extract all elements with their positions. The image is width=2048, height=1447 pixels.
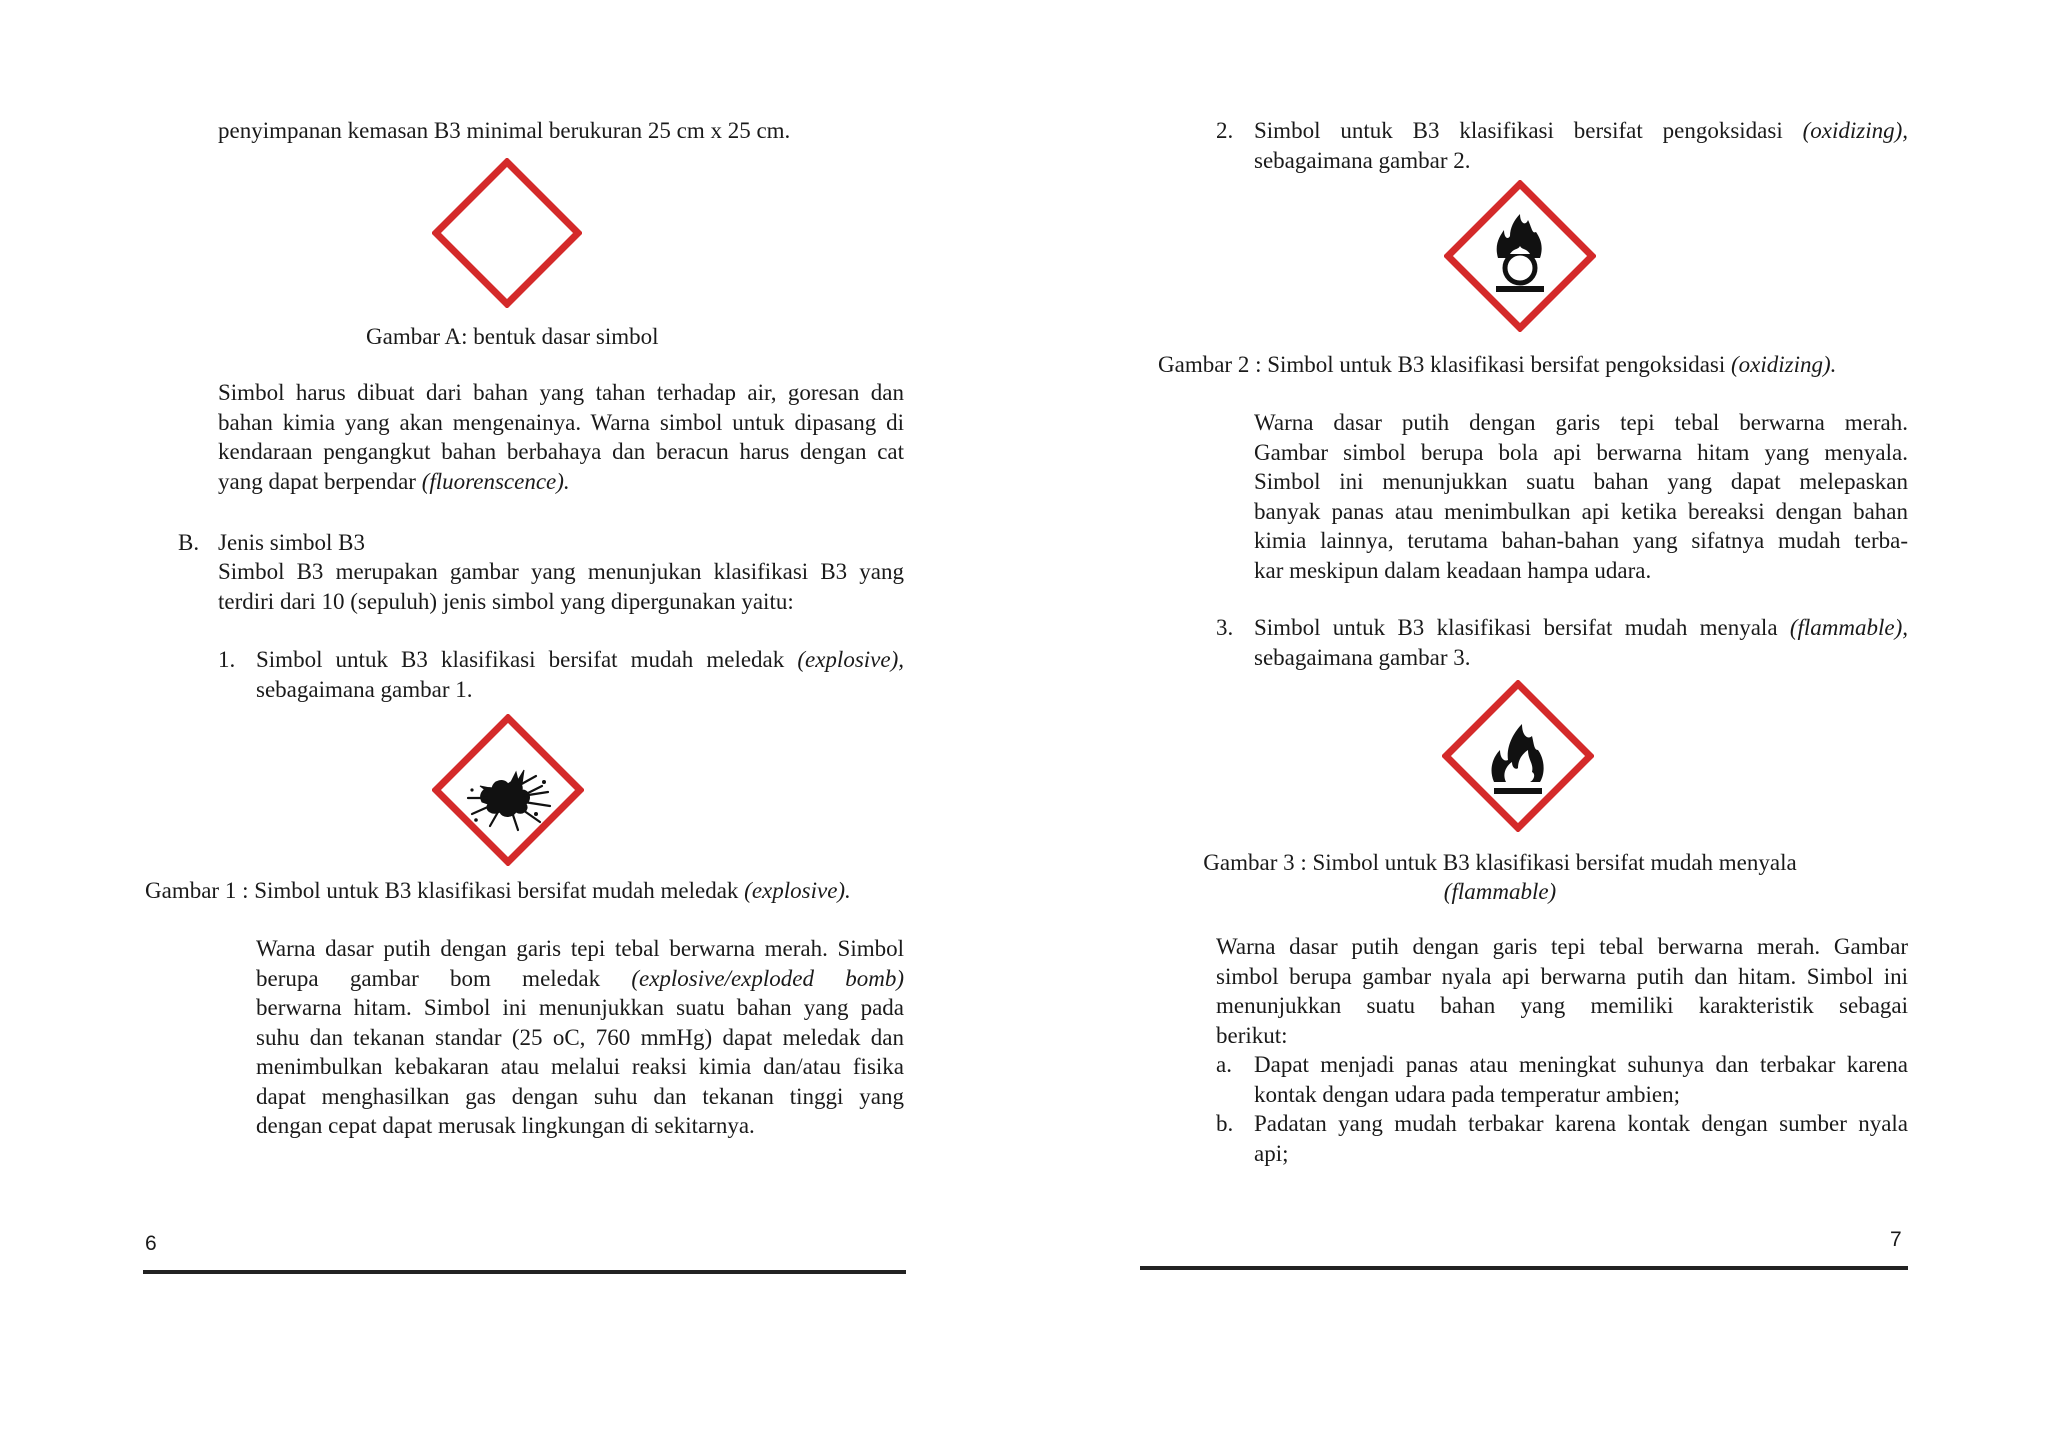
paragraph-line: bahan kimia yang akan mengenainya. Warna simbol untuk dipasang di [218, 409, 904, 435]
figure-3-caption-line2 [1180, 877, 1820, 907]
paragraph-symbol-material [218, 378, 904, 496]
item1-prefix: Simbol untuk B3 klasifikasi bersifat mudah meledak [256, 647, 798, 672]
description-explosive [256, 934, 904, 1141]
desc1-line2-italic: (explosive/exploded bomb) [631, 965, 904, 991]
item1-text [256, 645, 904, 704]
item3-number: 3. [1216, 615, 1234, 640]
item2-line [1254, 116, 1908, 146]
item1-italic: (explosive), [797, 647, 904, 672]
paragraph-line: Gambar simbol berupa bola api berwarna hitam yang menyala. [1254, 439, 1908, 465]
sub-b-text [1254, 1109, 1908, 1168]
paragraph-line: dapat menghasilkan gas dengan suhu dan tekanan tinggi yang [256, 1083, 904, 1109]
sub-b-marker: b. [1216, 1111, 1234, 1136]
paragraph-line: kar meskipun dalam keadaan hampa udara. [1254, 557, 1652, 583]
page-number-left: 6 [145, 1232, 157, 1255]
section-b-marker: B. [178, 530, 200, 555]
paragraph-line: Warna dasar putih dengan garis tepi tebal berwarna merah. Simbol [256, 936, 904, 961]
description-oxidizing [1254, 408, 1908, 585]
figure-3-caption-line1: Gambar 3 : Simbol untuk B3 klasifikasi bersifat mudah menyala [1203, 850, 1797, 875]
item1-number: 1. [218, 647, 236, 672]
paragraph-line: Warna dasar putih dengan garis tepi tebal berwarna merah. Gambar [1216, 934, 1908, 959]
paragraph-line: simbol berupa gambar nyala api berwarna putih dan hitam. Simbol ini [1216, 963, 1908, 989]
paragraph-line: kontak dengan udara pada temperatur ambien; [1254, 1081, 1680, 1107]
sub-a-text [1254, 1050, 1908, 1109]
flame-over-circle-icon [1444, 180, 1596, 332]
figure-a-symbol [432, 158, 582, 308]
item2-text [1254, 116, 1908, 175]
para1-last-italic: (fluorenscence). [421, 468, 570, 494]
figure-2-caption [1158, 350, 1836, 380]
figure-2-caption-italic: (oxidizing). [1731, 352, 1837, 377]
exploding-bomb-icon [432, 714, 584, 866]
figure-3-symbol [1442, 680, 1594, 832]
paragraph-line: menunjukkan suatu bahan yang memiliki karakteristik sebagai [1216, 993, 1908, 1018]
item3-italic: (flammable), [1789, 615, 1908, 640]
page-number-right: 7 [1890, 1228, 1902, 1251]
item1-line [256, 645, 904, 675]
figure-1-caption-text: Gambar 1 : Simbol untuk B3 klasifikasi bersifat mudah meledak [145, 878, 745, 903]
footer-rule-left [143, 1270, 906, 1274]
paragraph-line: Padatan yang mudah terbakar karena kontak dengan sumber nyala [1254, 1111, 1908, 1136]
item3-line: sebagaimana gambar 3. [1254, 644, 1471, 670]
paragraph-line: api; [1254, 1140, 1289, 1166]
paragraph-line: dengan cepat dapat merusak lingkungan di sekitarnya. [256, 1113, 755, 1138]
figure-2-symbol [1444, 180, 1596, 332]
paragraph-line: suhu dan tekanan standar (25 oC, 760 mmHg) dapat meledak dan [256, 1024, 904, 1050]
intro-line: penyimpanan kemasan B3 minimal berukuran 25 cm x 25 cm. [218, 118, 791, 143]
desc1-line2-text: berupa gambar bom meledak [256, 965, 632, 991]
paragraph-line: Warna dasar putih dengan garis tepi tebal berwarna merah. [1254, 410, 1908, 435]
paragraph-line [256, 964, 904, 994]
paragraph-line: kendaraan pengangkut bahan berbahaya dan beracun harus dengan cat [218, 439, 904, 464]
footer-rule-right [1140, 1266, 1908, 1270]
paragraph-line [218, 467, 904, 497]
item3-text [1254, 613, 1908, 672]
paragraph-line: berwarna hitam. Simbol ini menunjukkan suatu bahan yang pada [256, 995, 904, 1020]
figure-2-caption-text: Gambar 2 : Simbol untuk B3 klasifikasi bersifat pengoksidasi [1158, 352, 1732, 377]
figure-1-symbol [432, 714, 584, 866]
flame-icon [1442, 680, 1594, 832]
item3-prefix: Simbol untuk B3 klasifikasi bersifat mudah menyala [1254, 615, 1790, 640]
section-b-text [218, 557, 904, 616]
figure-3-caption-italic: (flammable) [1443, 879, 1557, 904]
paragraph-line: banyak panas atau menimbulkan api ketika bereaksi dengan bahan [1254, 498, 1908, 524]
paragraph-line: menimbulkan kebakaran atau melalui reaksi kimia dan/atau fisika [256, 1054, 904, 1079]
item1-line: sebagaimana gambar 1. [256, 676, 473, 702]
figure-1-caption [145, 876, 851, 906]
paragraph-line: Simbol ini menunjukkan suatu bahan yang dapat melepaskan [1254, 469, 1908, 494]
figure-1-caption-italic: (explosive). [744, 878, 851, 903]
section-b-title: Jenis simbol B3 [218, 530, 365, 555]
item2-italic: (oxidizing), [1802, 118, 1908, 143]
item2-line: sebagaimana gambar 2. [1254, 147, 1471, 173]
paragraph-line: berikut: [1216, 1022, 1288, 1048]
description-flammable [1216, 932, 1908, 1050]
red-diamond-icon [432, 158, 582, 308]
para1-last-text: yang dapat berpendar [218, 468, 422, 494]
item2-prefix: Simbol untuk B3 klasifikasi bersifat pengoksidasi [1254, 118, 1803, 143]
item2-number: 2. [1216, 118, 1234, 143]
figure-a-caption: Gambar A: bentuk dasar simbol [366, 324, 659, 349]
paragraph-line: terdiri dari 10 (sepuluh) jenis simbol yang dipergunakan yaitu: [218, 588, 794, 614]
paragraph-line: Simbol harus dibuat dari bahan yang tahan terhadap air, goresan dan [218, 380, 904, 405]
paragraph-line: kimia lainnya, terutama bahan-bahan yang sifatnya mudah terba- [1254, 528, 1908, 553]
paragraph-line: Dapat menjadi panas atau meningkat suhunya dan terbakar karena [1254, 1052, 1908, 1077]
item3-line [1254, 613, 1908, 643]
sub-a-marker: a. [1216, 1052, 1232, 1077]
paragraph-line: Simbol B3 merupakan gambar yang menunjukan klasifikasi B3 yang [218, 559, 904, 584]
